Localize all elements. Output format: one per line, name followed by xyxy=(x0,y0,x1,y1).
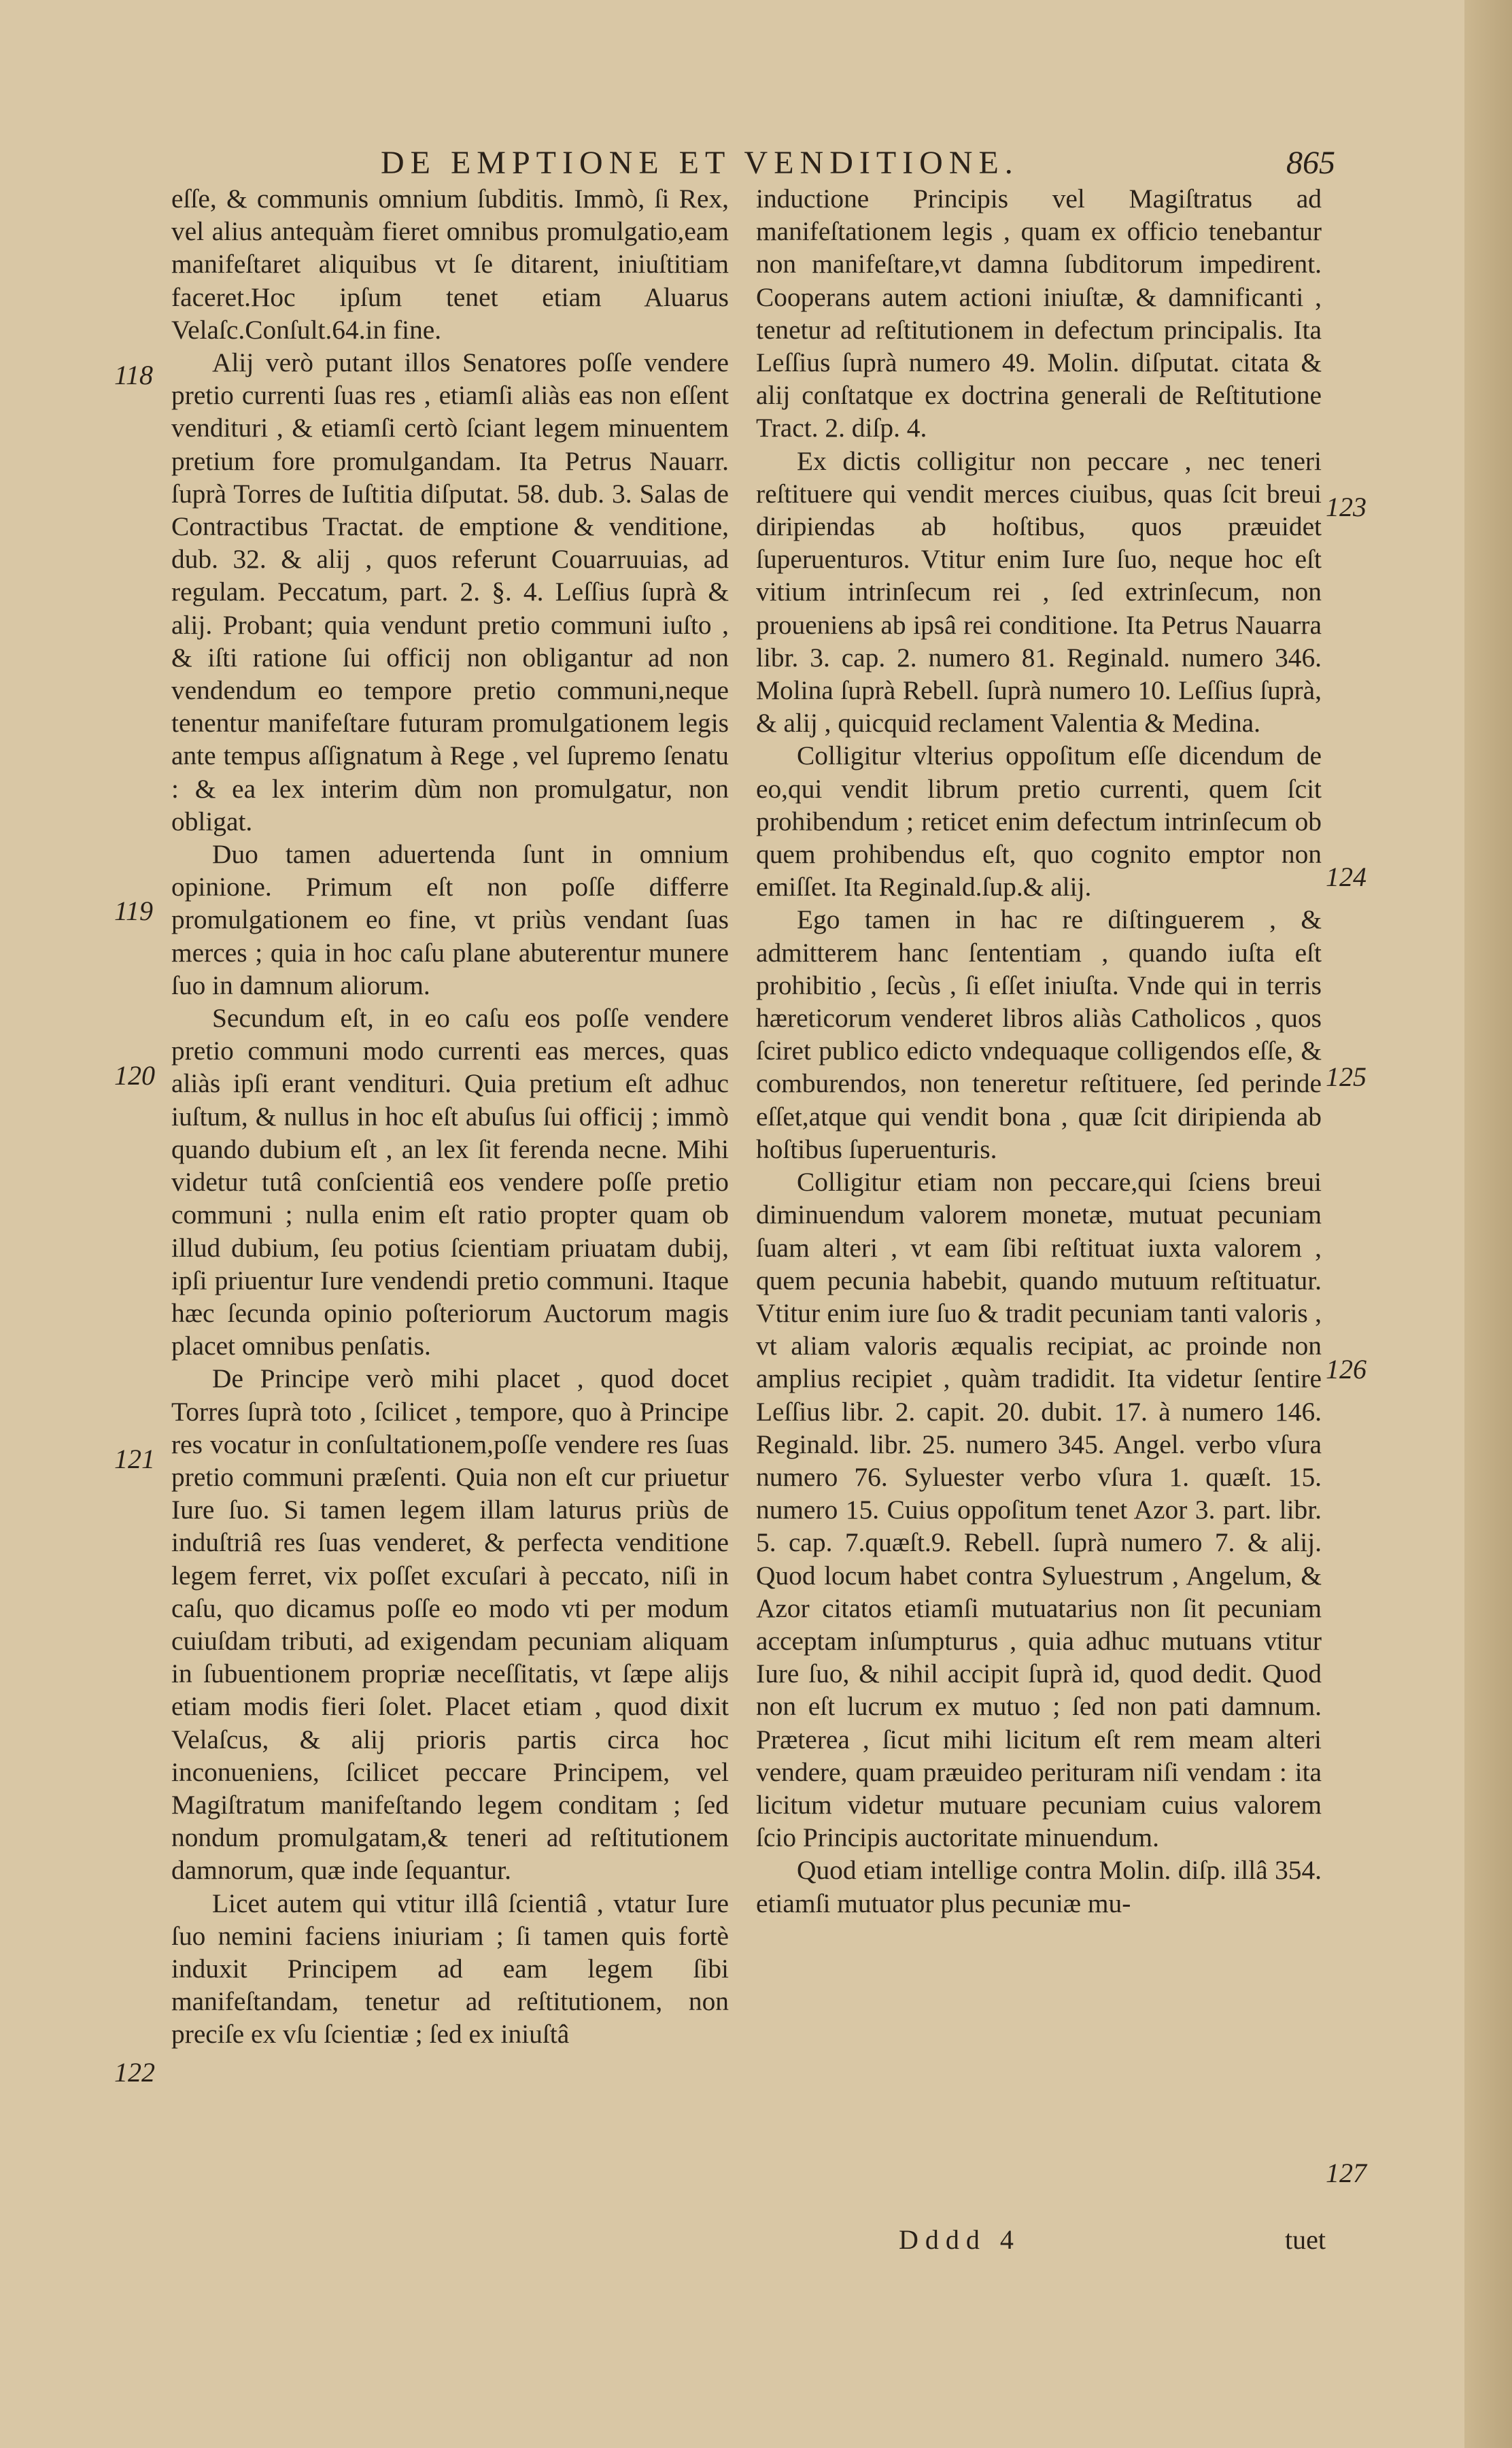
margin-number: 124 xyxy=(1326,862,1367,892)
paragraph: eſſe, & communis omnium ſubditis. Immò, ſi Rex, vel alius antequàm fieret omnibus promulgatio,eam manifeſtaret aliquibus vt ſe ditarent, iniuſtitiam faceret.Hoc ipſum tenet etiam Aluarus Velaſc.Conſult.64.in fine. xyxy=(171,184,729,345)
page-edge xyxy=(1464,0,1512,2448)
paragraph: Ex dictis colligitur non peccare , nec teneri reſtituere qui vendit merces ciuibus, quas ſcit breui diripiendas ab hoſtibus, quos præuidet ſuperuenturos. Vtitur enim Iure ſuo, neque hoc eſt vitium intrinſecum rei , ſed extrinſecum, non proueniens ab ipsâ rei conditione. Ita Petrus Nauarra libr. 3. cap. 2. numero 81. Reginald. numero 346. Molina ſuprà Rebell. ſuprà numero 10. Leſſius ſuprà, & alij , quicquid reclament Valentia & Medina. xyxy=(756,445,1322,738)
left-column xyxy=(171,182,729,2051)
running-title: DE EMPTIONE ET VENDITIONE. xyxy=(381,145,1019,181)
paragraph: Colligitur vlterius oppoſitum eſſe dicendum de eo,qui vendit librum pretio currenti, quem ſcit prohibendum ; reticet enim defectum intrinſecum ob quem prohibendus eſt, quo cognito emptor non emiſſet. Ita Reginald.ſup.& alij. xyxy=(756,741,1322,902)
paragraph: Ego tamen in hac re diſtinguerem , & admitterem hanc ſententiam , quando iuſta eſt prohibitio , ſecùs , ſi eſſet iniuſta. Vnde qui in terris hæreticorum venderet libros aliàs Catholicos , quos ſciret publico edicto vndequaque colligendos eſſe, & comburendos, non teneretur reſtituere, ſed perinde eſſet,atque qui vendit bona , quæ ſcit diripienda ab hoſtibus ſuperuenturis. xyxy=(756,904,1322,1164)
margin-number: 118 xyxy=(114,360,154,390)
margin-number: 120 xyxy=(114,1060,155,1091)
margin-number: 122 xyxy=(114,2057,155,2088)
margin-number: 125 xyxy=(1326,1061,1367,1092)
margin-number: 119 xyxy=(114,896,154,926)
catchword: tuet xyxy=(1285,2224,1326,2255)
right-column xyxy=(756,182,1322,1920)
paragraph: Licet autem qui vtitur illâ ſcientiâ , vtatur Iure ſuo nemini faciens iniuriam ; ſi tamen quis fortè induxit Principem ad eam legem ſibi manifeſtandam, tenetur ad reſtitutionem, non preciſe ex vſu ſcientiæ ; ſed ex iniuſtâ xyxy=(171,1888,729,2050)
margin-number: 123 xyxy=(1326,492,1367,522)
margin-number: 127 xyxy=(1326,2158,1367,2188)
margin-number: 121 xyxy=(114,1444,155,1474)
signature-mark: Dddd 4 xyxy=(899,2224,1020,2255)
paragraph: Duo tamen aduertenda ſunt in omnium opinione. Primum eſt non poſſe differre promulgationem eo fine, vt priùs vendant ſuas merces ; quia in hoc caſu plane abuterentur munere ſuo in damnum aliorum. xyxy=(171,839,729,1000)
page-number: 865 xyxy=(1286,145,1335,181)
paragraph: Colligitur etiam non peccare,qui ſciens breui diminuendum valorem monetæ, mutuat pecuniam ſuam alteri , vt eam ſibi reſtituat iuxta valorem , quem pecunia habebit, quando mutuum reſtituatur. Vtitur enim iure ſuo & tradit pecuniam tanti valoris , vt aliam valoris æqualis recipiat, ac proinde non amplius recipiet , quàm tradidit. Ita videtur ſentire Leſſius libr. 2. capit. 20. dubit. 17. à numero 146. Reginald. libr. 25. numero 345. Angel. verbo vſura numero 76. Syluester verbo vſura 1. quæſt. 15. numero 15. Cuius oppoſitum tenet Azor 3. part. libr. 5. cap. 7.quæſt.9. Rebell. ſuprà numero 7. & alij. Quod locum habet contra Syluestrum , Angelum, & Azor citatos etiamſi mutuatarius non ſit pecuniam acceptam inſumpturus , quia adhuc mutuans vtitur Iure ſuo, & nihil accipit ſuprà id, quod dedit. Quod non eſt lucrum ex mutuo ; ſed non pati damnum. Præterea , ſicut mihi licitum eſt rem meam alteri vendere, quam præuideo perituram niſi vendam : ita licitum videtur mutuare pecuniam cuius valorem ſcio Principis auctoritate minuendum. xyxy=(756,1167,1322,1853)
margin-number: 126 xyxy=(1326,1354,1367,1384)
paragraph: Alij verò putant illos Senatores poſſe vendere pretio currenti ſuas res , etiamſi aliàs eas non eſſent vendituri , & etiamſi certò ſciant legem minuentem pretium fore promulgandam. Ita Petrus Nauarr. ſuprà Torres de Iuſtitia diſputat. 58. dub. 3. Salas de Contractibus Tractat. de emptione & venditione, dub. 32. & alij , quos referunt Couarruuias, ad regulam. Peccatum, part. 2. §. 4. Leſſius ſuprà & alij. Probant; quia vendunt pretio communi iuſto , & iſti ratione ſui officij non obligantur ad non vendendum eo tempore pretio communi,neque tenentur manifeſtare futuram promulgationem legis ante tempus aſſignatum à Rege , vel ſupremo ſenatu : & ea lex interim dùm non promulgatur, non obligat. xyxy=(171,347,729,836)
paragraph: Quod etiam intellige contra Molin. diſp. illâ 354. etiamſi mutuator plus pecuniæ mu- xyxy=(756,1855,1322,1918)
paragraph: Secundum eſt, in eo caſu eos poſſe vendere pretio communi modo currenti eas merces, quas aliàs ipſi erant vendituri. Quia pretium eſt adhuc iuſtum, & nullus in hoc eſt abuſus ſui officij ; immò quando dubium eſt , an lex ſit ferenda necne. Mihi videtur tutâ conſcientiâ eos vendere poſſe pretio communi ; nulla enim eſt ratio propter quam ob illud dubium, ſeu potius ſcientiam priuatam dubij, ipſi priuentur Iure vendendi pretio communi. Itaque hæc ſecunda opinio poſteriorum Auctorum magis placet omnibus penſatis. xyxy=(171,1003,729,1361)
running-header xyxy=(381,144,1335,185)
paragraph: inductione Principis vel Magiſtratus ad manifeſtationem legis , quam ex officio tenebantur non manifeſtare,vt damna ſubditorum impedirent. Cooperans autem actioni iniuſtæ, & damnificanti , tenetur ad reſtitutionem in defectum principalis. Ita Leſſius ſuprà numero 49. Molin. diſputat. citata & alij conſtatque ex doctrina generali de Reſtitutione Tract. 2. diſp. 4. xyxy=(756,184,1322,443)
paragraph: De Principe verò mihi placet , quod docet Torres ſuprà toto , ſcilicet , tempore, quo à Principe res vocatur in conſultationem,poſſe vendere res ſuas pretio communi præſenti. Quia non eſt cur priuetur Iure ſuo. Si tamen legem illam laturus priùs de induſtriâ res ſuas venderet, & perfecta venditione legem ferret, vix poſſet excuſari à peccato, niſi in caſu, quo dicamus poſſe eo modo vti per modum cuiuſdam tributi, ad exigendam pecuniam aliquam in ſubuentionem propriæ neceſſitatis, vt ſæpe alijs etiam modis fieri ſolet. Placet etiam , quod dixit Velaſcus, & alij prioris partis circa hoc inconueniens, ſcilicet peccare Principem, vel Magiſtratum manifeſtando legem conditam ; ſed nondum promulgatam,& teneri ad reſtitutionem damnorum, quæ inde ſequantur. xyxy=(171,1363,729,1886)
